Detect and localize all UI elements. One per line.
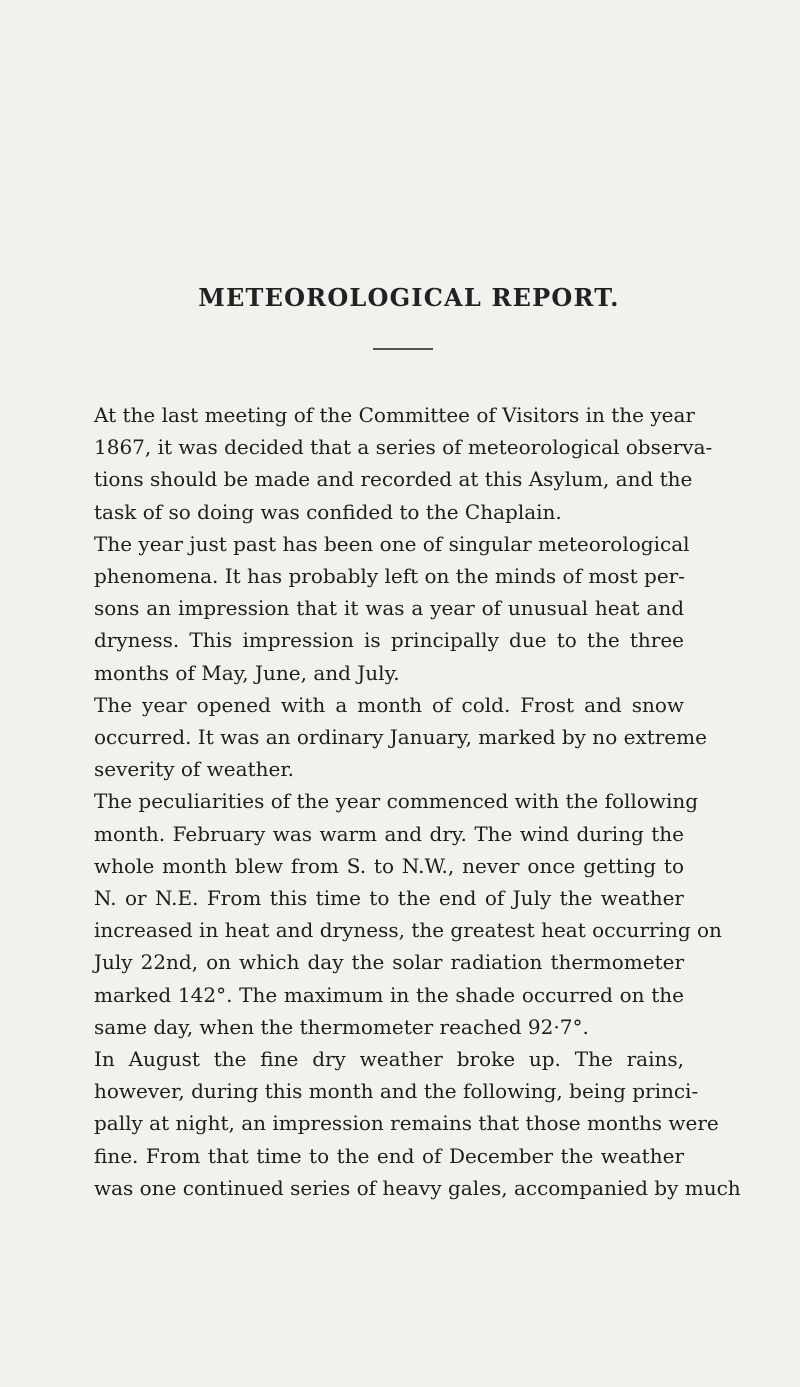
paragraph [94, 528, 690, 689]
text-line: month. February was warm and dry. The wind during the [94, 821, 684, 846]
title-divider [373, 348, 433, 350]
text-line: severity of weather. [94, 757, 295, 782]
text-line: N. or N.E. From this time to the end of July the weather [94, 886, 684, 911]
report-body [94, 399, 741, 1204]
text-line: increased in heat and dryness, the greatest heat occurring on [94, 918, 722, 943]
text-line: task of so doing was confided to the Chaplain. [94, 499, 562, 524]
text-line: dryness. This impression is principally due to the three [94, 628, 684, 653]
text-line: The year just past has been one of singular meteorological [94, 531, 690, 556]
text-line: was one continued series of heavy gales, accompanied by much [94, 1175, 741, 1200]
paragraph [94, 785, 722, 1043]
text-line: whole month blew from S. to N.W., never once getting to [94, 853, 684, 878]
text-line: At the last meeting of the Committee of Visitors in the year [94, 403, 695, 427]
text-line: The peculiarities of the year commenced with the following [94, 789, 699, 814]
text-line: July 22nd, on which day the solar radiation thermometer [94, 950, 684, 975]
text-line: pally at night, an impression remains that those months were [94, 1111, 719, 1136]
text-line: In August the fine dry weather broke up. The rains, [94, 1047, 684, 1072]
text-line: phenomena. It has probably left on the minds of most per- [94, 564, 685, 589]
text-line: 1867, it was decided that a series of meteorological observa- [94, 435, 713, 460]
paragraph [94, 689, 707, 786]
text-line: fine. From that time to the end of December the weather [94, 1143, 684, 1168]
text-line: however, during this month and the following, being princi- [94, 1079, 699, 1104]
paragraph [94, 1043, 741, 1204]
text-line: sons an impression that it was a year of unusual heat and [94, 596, 684, 621]
paragraph [94, 399, 713, 528]
text-line: months of May, June, and July. [94, 660, 400, 685]
text-line: tions should be made and recorded at this Asylum, and the [94, 467, 693, 492]
text-line: The year opened with a month of cold. Frost and snow [94, 692, 684, 717]
page-title: METEOROLOGICAL REPORT. [198, 283, 620, 312]
text-line: occurred. It was an ordinary January, marked by no extreme [94, 725, 707, 750]
text-line: marked 142°. The maximum in the shade occurred on the [94, 982, 684, 1007]
text-line: same day, when the thermometer reached 92·7°. [94, 1014, 589, 1039]
